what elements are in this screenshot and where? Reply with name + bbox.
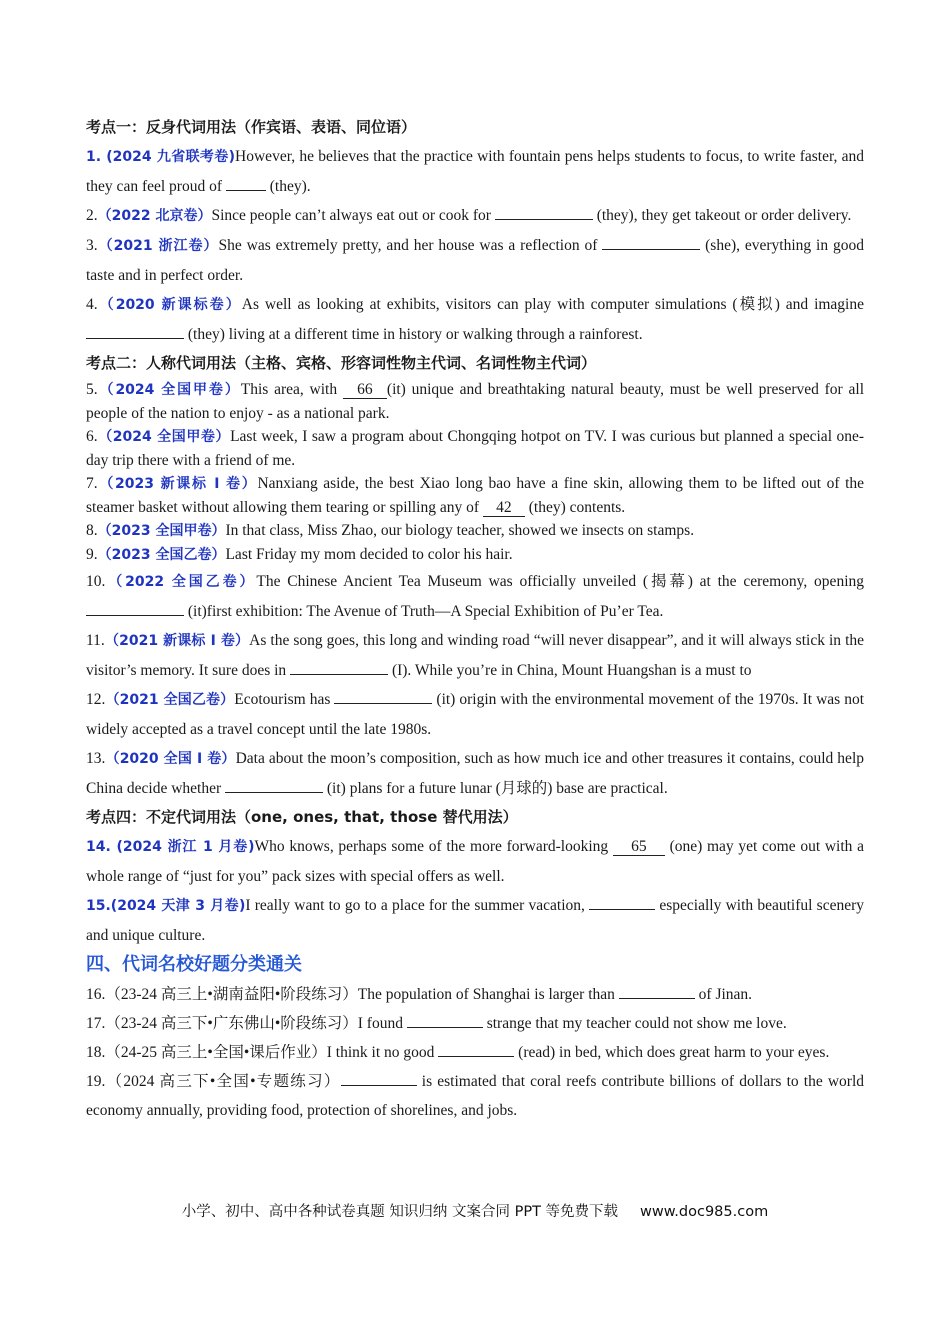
question-source: 19.（2024 高三下•全国•专题练习） [86, 1073, 341, 1090]
answer-blank[interactable] [589, 909, 655, 910]
question-source: 18.（24-25 高三上•全国•课后作业） [86, 1044, 327, 1061]
question-11: 11.（2021 新课标 I 卷）As the song goes, this long and winding road “will never disappear”, and it will always stick in the visitor’s memory. It sure does in (I). While you’re in China, Mount Huangshan is a must to [86, 632, 865, 679]
question-source: （2020 新课标卷） [97, 297, 242, 313]
answer-blank[interactable] [619, 998, 695, 999]
page-footer [0, 1200, 950, 1221]
section-heading-1: 考点一：反身代词用法（作宾语、表语、同位语） [86, 118, 417, 136]
answer-blank[interactable]: 65 [613, 839, 665, 856]
question-source: （2023 全国乙卷） [97, 547, 226, 563]
question-6: 6.（2024 全国甲卷）Last week, I saw a program about Chongqing hotpot on TV. I was curious but planned a special one-day trip there with a friend of me. [86, 428, 864, 469]
question-3: 3.（2021 浙江卷）She was extremely pretty, and her house was a reflection of (she), everything in good taste and in perfect order. [86, 237, 864, 284]
question-source: （2021 新课标 I 卷） [104, 633, 250, 649]
question-18: 18.（24-25 高三上•全国•课后作业）I think it no good (read) in bed, which does great harm to your eyes. [86, 1044, 830, 1061]
answer-blank[interactable] [495, 219, 593, 220]
question-source: （2020 全国 I 卷） [105, 751, 236, 767]
question-source: 14. (2024 浙江 1 月卷) [86, 839, 255, 855]
question-12: 12.（2021 全国乙卷）Ecotourism has (it) origin with the environmental movement of the 1970s. It was not widely accepted as a travel concept until the late 1980s. [86, 691, 865, 738]
answer-blank[interactable] [225, 792, 323, 793]
answer-blank[interactable] [334, 703, 432, 704]
footer-text: 小学、初中、高中各种试卷真题 知识归纳 文案合同 PPT 等免费下载 [181, 1204, 619, 1220]
question-4: 4.（2020 新课标卷）As well as looking at exhibits, visitors can play with computer simulations (模拟) and imagine (they) living at a different time in history or walking through a rainforest. [86, 296, 864, 343]
question-1: 1. (2024 九省联考卷)However, he believes that the practice with fountain pens helps students to focus, to write faster, and they can feel proud of (they). [86, 148, 864, 195]
question-source: （2023 新课标 I 卷） [97, 476, 258, 492]
question-source: （2023 全国甲卷） [97, 523, 226, 539]
question-17: 17.（23-24 高三下•广东佛山•阶段练习）I found strange that my teacher could not show me love. [86, 1015, 787, 1032]
question-source: （2024 全国甲卷） [97, 429, 231, 445]
question-9: 9.（2023 全国乙卷）Last Friday my mom decided to color his hair. [86, 546, 513, 563]
footer-link[interactable]: www.doc985.com [640, 1204, 769, 1220]
section-title-4: 四、代词名校好题分类通关 [86, 954, 302, 975]
answer-blank[interactable]: 66 [343, 382, 387, 399]
answer-blank[interactable] [602, 249, 700, 250]
question-2: 2.（2022 北京卷）Since people can’t always eat out or cook for (they), they get takeout or order delivery. [86, 207, 852, 224]
question-16: 16.（23-24 高三上•湖南益阳•阶段练习）The population of Shanghai is larger than of Jinan. [86, 986, 753, 1003]
question-source: （2022 北京卷） [97, 208, 212, 224]
answer-blank[interactable] [290, 674, 388, 675]
question-source: 16.（23-24 高三上•湖南益阳•阶段练习） [86, 986, 358, 1003]
section-heading-2: 考点二：人称代词用法（主格、宾格、形容词性物主代词、名词性物主代词） [86, 354, 597, 372]
answer-blank[interactable] [86, 615, 184, 616]
question-7: 7.（2023 新课标 I 卷）Nanxiang aside, the best Xiao long bao have a fine skin, allowing them to be lifted out of the steamer basket without allowing them tearing or spilling any of 42 (they) contents. [86, 475, 865, 516]
answer-blank[interactable] [407, 1027, 483, 1028]
question-15: 15.(2024 天津 3 月卷)I really want to go to a place for the summer vacation, especially with beautiful scenery and unique culture. [86, 897, 864, 944]
answer-blank[interactable]: 42 [483, 500, 525, 517]
answer-blank[interactable] [341, 1085, 417, 1086]
question-source: 17.（23-24 高三下•广东佛山•阶段练习） [86, 1015, 358, 1032]
question-19: 19.（2024 高三下•全国•专题练习） is estimated that coral reefs contribute billions of dollars to the world economy annually, providing food, protection of shorelines, and jobs. [86, 1073, 865, 1119]
question-14: 14. (2024 浙江 1 月卷)Who knows, perhaps some of the more forward-looking 65 (one) may yet come out with a whole range of “just for you” pack sizes with special offers as well. [86, 838, 864, 885]
section-heading-4: 考点四：不定代词用法（one, ones, that, those 替代用法） [86, 808, 518, 826]
answer-blank[interactable] [86, 338, 184, 339]
question-source: （2024 全国甲卷） [97, 382, 241, 398]
worksheet-body [86, 113, 864, 1125]
answer-blank[interactable] [226, 190, 266, 191]
question-source: 1. (2024 九省联考卷) [86, 149, 236, 165]
question-10: 10.（2022 全国乙卷）The Chinese Ancient Tea Museum was officially unveiled (揭幕) at the ceremony, opening (it)first exhibition: The Avenue of Truth—A Special Exhibition of Pu’er Tea. [86, 573, 864, 620]
question-8: 8.（2023 全国甲卷）In that class, Miss Zhao, our biology teacher, showed we insects on stamps. [86, 522, 695, 539]
question-source: （2021 浙江卷） [97, 238, 219, 254]
question-5: 5.（2024 全国甲卷）This area, with 66 (it) unique and breathtaking natural beauty, must be well preserved for all people of the nation to enjoy - as a national park. [86, 381, 864, 422]
answer-blank[interactable] [438, 1056, 514, 1057]
question-source: 15.(2024 天津 3 月卷) [86, 898, 246, 914]
question-13: 13.（2020 全国 I 卷）Data about the moon’s composition, such as how much ice and other treasures it contains, could help China decide whether (it) plans for a future lunar (月球的) base are practical. [86, 750, 864, 797]
question-source: （2022 全国乙卷） [105, 574, 257, 590]
question-source: （2021 全国乙卷） [105, 692, 235, 708]
